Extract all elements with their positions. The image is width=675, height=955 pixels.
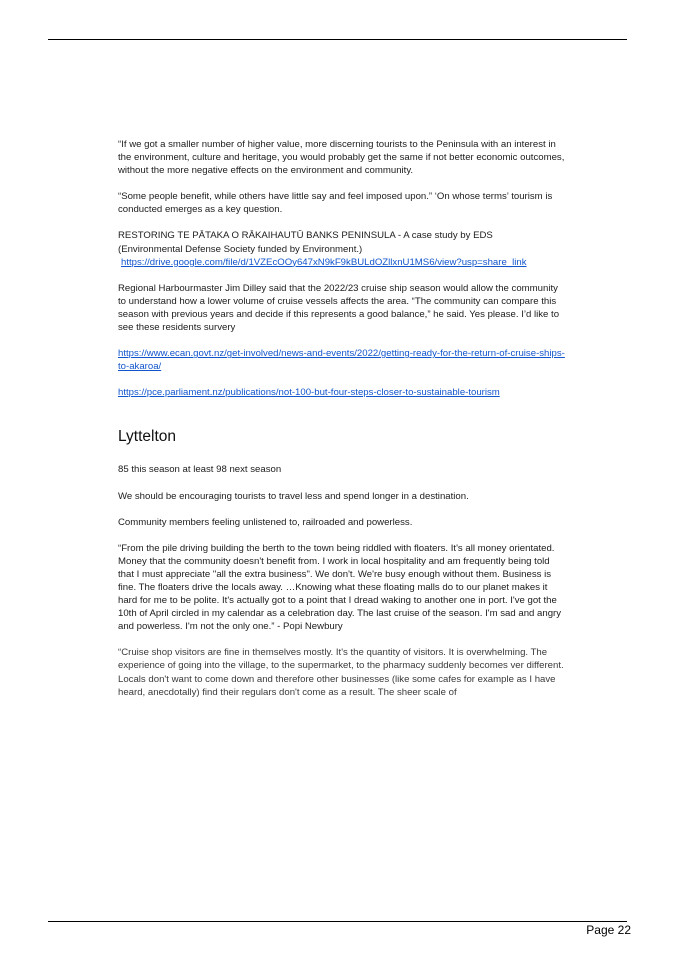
ecan-link[interactable]: https://www.ecan.govt.nz/get-involved/news-and-events/2022/getting-ready-for-the-return-of-cruise-ships-to-akaroa/ bbox=[118, 348, 565, 373]
case-study-subtitle: (Environmental Defense Society funded by Environment.) bbox=[118, 243, 363, 255]
header-rule bbox=[48, 39, 627, 40]
resident-quote-2: “Cruise shop visitors are fine in themselves mostly. It's the quantity of visitors. It is overwhelming. The experience of going into the village, to the supermarket, to the pharmacy suddenly becomes ver different. Locals don't want to come down and therefore other businesses (like some cafes for example as I have heard, anecdotally) find their regulars don't come as a result. The sheer scale of bbox=[118, 647, 564, 698]
quote-paragraph: “Some people benefit, while others have little say and feel imposed upon.” ‘On whose terms’ tourism is conducted emerges as a key question. bbox=[118, 191, 553, 216]
case-study-reference bbox=[118, 229, 566, 268]
case-study-title: RESTORING TE PĀTAKA O RĀKAIHAUTŪ BANKS PENINSULA - A case study by EDS bbox=[118, 230, 493, 242]
section-heading: Lyttelton bbox=[118, 428, 177, 446]
footer-rule bbox=[48, 921, 627, 922]
season-count: 85 this season at least 98 next season bbox=[118, 464, 282, 476]
page-number: Page 22 bbox=[586, 923, 631, 937]
quote-paragraph: “If we got a smaller number of higher value, more discerning tourists to the Peninsula with an interest in the environment, culture and heritage, you would probably get the same if not better economic outcomes, without the more negative effects on the environment and community. bbox=[118, 139, 565, 177]
case-study-link[interactable]: https://drive.google.com/file/d/1VZEcOOy647xN9kF9kBULdOZllxnU1MS6/view?usp=share_link bbox=[121, 256, 527, 268]
pce-link[interactable]: https://pce.parliament.nz/publications/not-100-but-four-steps-closer-to-sustainable-tourism bbox=[118, 387, 500, 399]
page-content bbox=[118, 138, 566, 699]
community-paragraph: Community members feeling unlistened to, railroaded and powerless. bbox=[118, 516, 413, 528]
harbourmaster-paragraph: Regional Harbourmaster Jim Dilley said that the 2022/23 cruise ship season would allow the community to understand how a lower volume of cruise vessels affects the area. “The community can compare this season with previous years and decide if this represents a good balance,” he said. Yes please. I’d like to see these residents survery bbox=[118, 282, 560, 334]
resident-quote: “From the pile driving building the berth to the town being riddled with floaters. It's all money orientated. Money that the community doesn't benefit from. I work in local hospitality and am frequently being told that I must appreciate "all the extra business". We don't. We're busy enough without them. Business is fine. The floaters drive the locals away. …Knowing what these floating malls do to our planet makes it hard for me to be polite. It's actually got to a point that I dread waking to another one in port. I've got the 10th of April circled in my calendar as a celebration day. The last cruise of the season. I'm sad and angry and powerless. I'm not the only one.” - Popi Newbury bbox=[118, 542, 562, 633]
encourage-paragraph: We should be encouraging tourists to travel less and spend longer in a destination. bbox=[118, 490, 469, 502]
